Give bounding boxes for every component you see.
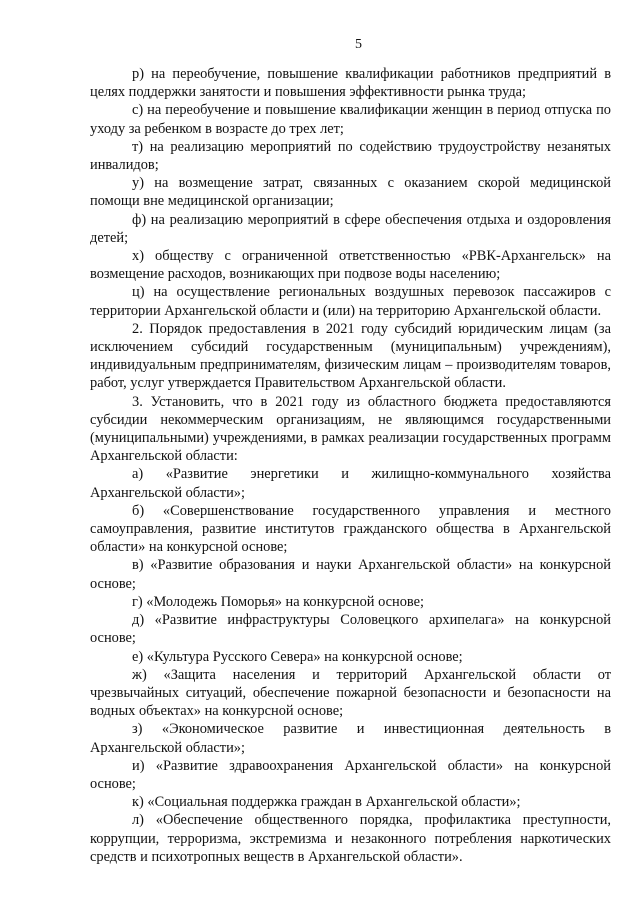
paragraph-item-r: р) на переобучение, повышение квалификации работников предприятий в целях поддержки занятости и повышения эффективности рынка труда; bbox=[90, 66, 611, 101]
program-item-g: г) «Молодежь Поморья» на конкурсной основе; bbox=[132, 593, 425, 610]
paragraph-item-s: с) на переобучение и повышение квалификации женщин в период отпуска по уходу за ребенком в возрасте до трех лет; bbox=[90, 102, 611, 137]
paragraph-item-f: ф) на реализацию мероприятий в сфере обеспечения отдыха и оздоровления детей; bbox=[90, 211, 611, 246]
program-item-e: е) «Культура Русского Севера» на конкурсной основе; bbox=[132, 648, 463, 665]
program-item-d: д) «Развитие инфраструктуры Соловецкого архипелага» на конкурсной основе; bbox=[90, 612, 611, 647]
page-number: 5 bbox=[355, 37, 362, 52]
paragraph-item-ts: ц) на осуществление региональных воздушных перевозок пассажиров с территории Архангельской области и (или) на территорию Архангельской области. bbox=[90, 284, 611, 319]
paragraph-item-u: у) на возмещение затрат, связанных с оказанием скорой медицинской помощи вне медицинской организации; bbox=[90, 175, 611, 210]
document-body bbox=[90, 65, 611, 866]
program-item-l: л) «Обеспечение общественного порядка, профилактика преступности, коррупции, терроризма, экстремизма и незаконного потребления наркотических средств и психотропных веществ в Архангельской области». bbox=[90, 812, 611, 865]
program-item-z: з) «Экономическое развитие и инвестиционная деятельность в Архангельской области»; bbox=[90, 721, 611, 756]
paragraph-section-2: 2. Порядок предоставления в 2021 году субсидий юридическим лицам (за исключением субсидий государственным (муниципальным) учреждениям), индивидуальным предпринимателям, физическим лицам – производителям товаров, работ, услуг утверждается Правительством Архангельской области. bbox=[90, 320, 611, 392]
paragraph-item-kh: х) обществу с ограниченной ответственностью «РВК-Архангельск» на возмещение расходов, возникающих при подвозе воды населению; bbox=[90, 248, 611, 283]
paragraph-item-t: т) на реализацию мероприятий по содействию трудоустройству незанятых инвалидов; bbox=[90, 138, 611, 174]
program-item-k: к) «Социальная поддержка граждан в Архангельской области»; bbox=[132, 794, 521, 811]
program-item-zh: ж) «Защита населения и территорий Архангельской области от чрезвычайных ситуаций, обеспечение пожарной безопасности и безопасности на водных объектах» на конкурсной основе; bbox=[90, 666, 611, 720]
program-item-a: а) «Развитие энергетики и жилищно-коммунального хозяйства Архангельской области»; bbox=[90, 466, 611, 501]
program-item-i: и) «Развитие здравоохранения Архангельской области» на конкурсной основе; bbox=[90, 757, 611, 792]
program-item-b: б) «Совершенствование государственного управления и местного самоуправления, развитие институтов гражданского общества в Архангельской области» на конкурсной основе; bbox=[90, 502, 611, 556]
paragraph-section-3: 3. Установить, что в 2021 году из областного бюджета предоставляются субсидии некоммерческим организациям, не являющимся государственными (муниципальными) учреждениями, в рамках реализации государственных программ Архангельской области: bbox=[90, 393, 611, 465]
program-item-v: в) «Развитие образования и науки Архангельской области» на конкурсной основе; bbox=[90, 557, 611, 592]
